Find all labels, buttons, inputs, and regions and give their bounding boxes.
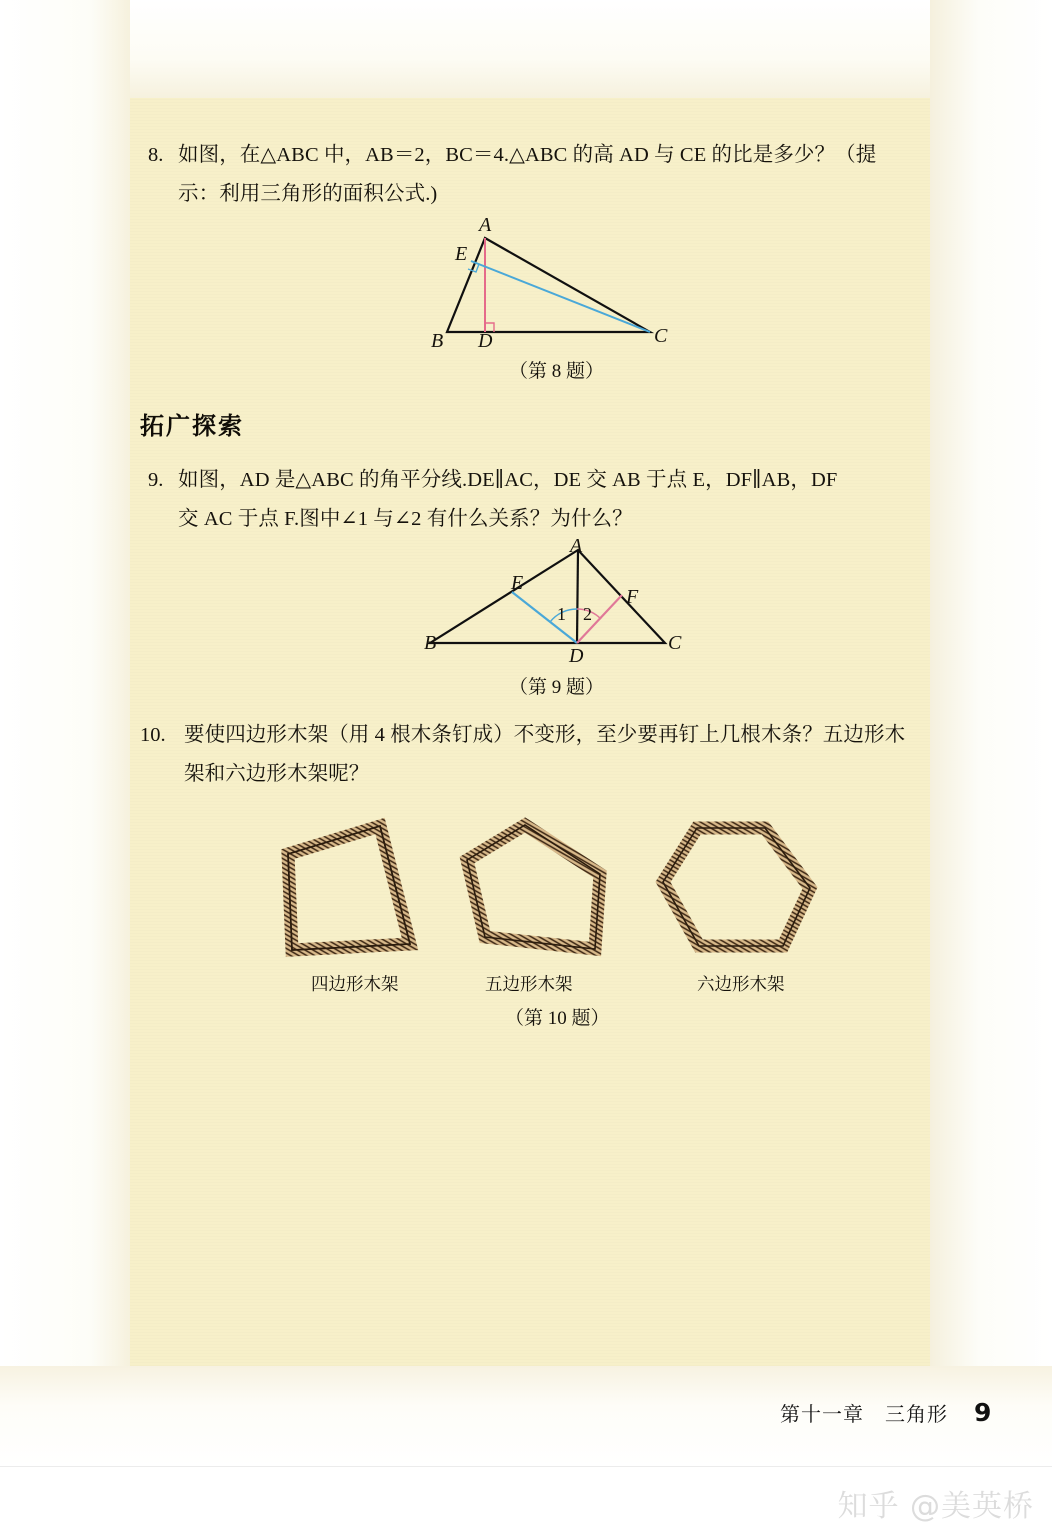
figure-8-triangle [425,212,685,352]
question-10-number: 10. [140,724,166,746]
figure-9-label-B: B [424,632,437,654]
question-10-line-2: 架和六边形木架呢？ [184,763,370,785]
page-margin-top [0,0,1052,98]
altitude-ce-segment [471,261,650,332]
question-9-line-2: 交 AC 于点 F.图中∠1 与∠2 有什么关系？为什么？ [178,508,633,530]
figure-9-label-F: F [626,586,639,608]
triangle-abc-outline [447,238,650,332]
pentagon-frame-wood-fill [467,825,600,949]
figure-9-triangle [415,535,685,660]
section-heading-exploration: 拓广探索 [140,412,244,440]
page-margin-right [930,0,1052,1466]
wooden-frame-caption-hexagon: 六边形木架 [697,975,785,995]
wooden-frame-caption-quadrilateral: 四边形木架 [311,975,399,995]
figure-9-label-C: C [668,632,682,654]
figure-9-label-A: A [570,535,583,557]
segment-de [512,592,577,643]
figure-8-label-B: B [431,330,444,352]
wooden-frame-quadrilateral [270,812,445,967]
figure-8-label-A: A [479,214,492,236]
question-8-line-2: 示：利用三角形的面积公式.) [178,183,438,205]
question-8-number: 8. [148,144,164,166]
zhihu-watermark: 知乎 @美英桥 [837,1489,1034,1524]
figure-9-caption: （第 9 题） [509,677,605,698]
figure-9-label-E: E [511,572,524,594]
figure-8-label-E: E [455,243,468,265]
page-footer [780,1398,991,1427]
question-9-line-1: 如图，AD 是△ABC 的角平分线.DE∥AC，DE 交 AB 于点 E，DF∥AB，DF [178,469,838,491]
question-9-number: 9. [148,469,164,491]
figure-8-caption: （第 8 题） [509,361,605,382]
figure-10-caption: （第 10 题） [505,1008,610,1029]
figure-9-label-D: D [569,645,584,667]
question-8-line-1: 如图，在△ABC 中，AB＝2，BC＝4.△ABC 的高 AD 与 CE 的比是多少？（提 [178,144,877,166]
figure-9-angle-2: 2 [583,604,592,624]
footer-chapter-title: 第十一章 三角形 [780,1402,948,1426]
figure-8-label-D: D [478,330,493,352]
footer-page-number: 9 [974,1398,992,1427]
wooden-frame-caption-pentagon: 五边形木架 [485,975,573,995]
quad-frame-wood-fill [288,826,410,950]
angle-bisector-ad [577,550,578,643]
question-10-line-1: 要使四边形木架（用 4 根木条钉成）不变形，至少要再钉上几根木条？五边形木 [184,724,906,746]
page-margin-left [0,0,130,1466]
wooden-frame-hexagon [655,812,835,967]
wooden-frame-pentagon [455,812,630,967]
figure-8-label-C: C [654,325,668,347]
figure-9-angle-1: 1 [557,604,566,624]
